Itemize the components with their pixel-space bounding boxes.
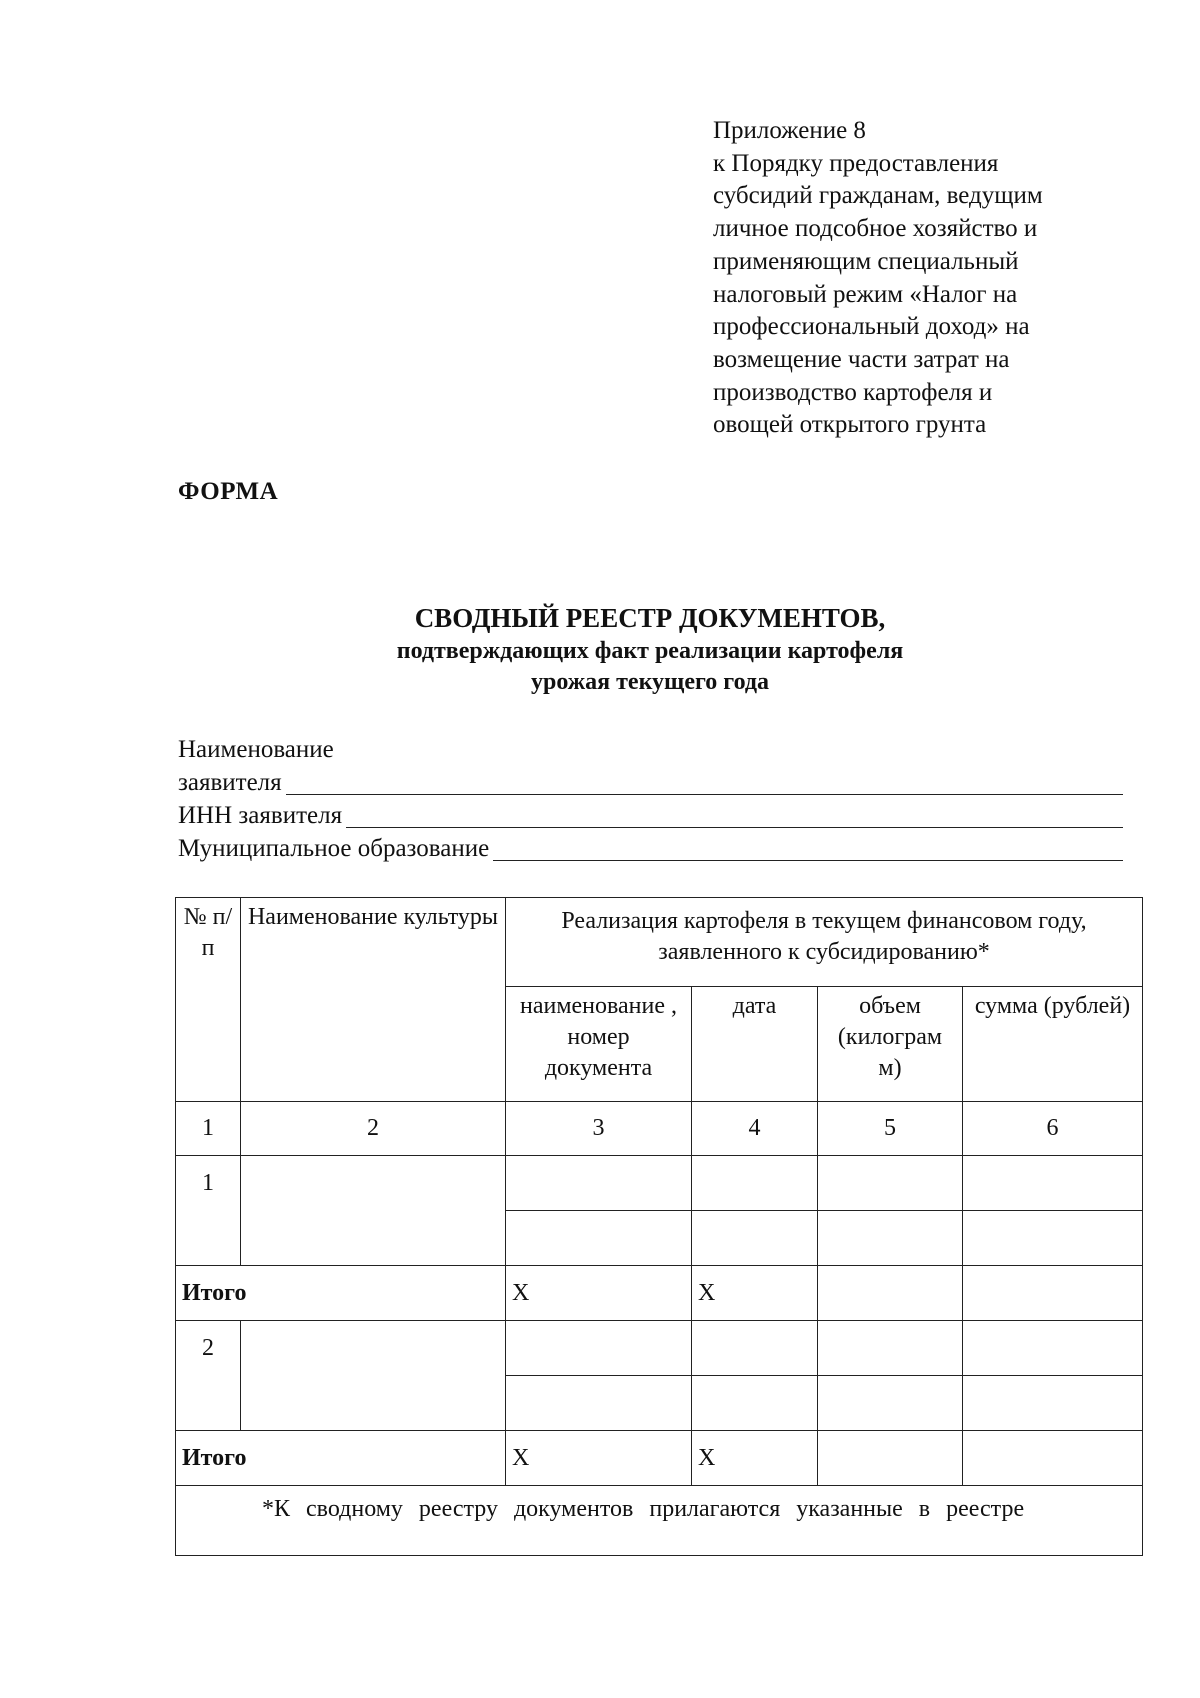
title-line-1: СВОДНЫЙ РЕЕСТР ДОКУМЕНТОВ, — [414, 603, 886, 633]
table-row — [176, 1156, 1143, 1211]
applicant-name-label: Наименование — [178, 736, 334, 763]
volume-cell[interactable] — [818, 1156, 963, 1211]
appendix-line: профессиональный доход» на — [713, 313, 1030, 341]
total-volume-cell[interactable] — [818, 1431, 963, 1486]
volume-cell[interactable] — [818, 1376, 963, 1431]
municipality-blank[interactable] — [493, 860, 1123, 861]
header-sum: сумма (рублей) — [963, 987, 1143, 1102]
header-number: № п/п — [176, 898, 241, 1102]
doc-cell[interactable] — [506, 1211, 692, 1266]
inn-label: ИНН заявителя — [178, 802, 343, 829]
total-row — [176, 1266, 1143, 1321]
doc-cell[interactable] — [506, 1376, 692, 1431]
header-volume: объем (килограм м) — [818, 987, 963, 1102]
row-number: 2 — [176, 1321, 241, 1431]
header-sales-group: Реализация картофеля в текущем финансовом году, заявленного к субсидированию* — [506, 898, 1143, 987]
footnote-text: *К сводному реестру документов прилагаются указанные в реестре — [262, 1496, 1025, 1522]
document-title — [170, 600, 1130, 698]
col-num-5: 5 — [818, 1102, 963, 1156]
col-num-1: 1 — [176, 1102, 241, 1156]
applicant-name-blank[interactable] — [286, 794, 1123, 795]
sum-cell[interactable] — [963, 1321, 1143, 1376]
total-row — [176, 1431, 1143, 1486]
header-row-1 — [176, 898, 1143, 987]
total-date-x: X — [692, 1266, 818, 1321]
applicant-name-label-cont: заявителя — [178, 769, 282, 796]
col-num-4: 4 — [692, 1102, 818, 1156]
crop-cell[interactable] — [241, 1321, 506, 1431]
title-line-2: подтверждающих факт реализации картофеля — [396, 638, 904, 664]
total-doc-x: X — [506, 1266, 692, 1321]
doc-cell[interactable] — [506, 1156, 692, 1211]
table-row — [176, 1321, 1143, 1376]
volume-cell[interactable] — [818, 1321, 963, 1376]
volume-cell[interactable] — [818, 1211, 963, 1266]
total-date-x: X — [692, 1431, 818, 1486]
sum-cell[interactable] — [963, 1211, 1143, 1266]
municipality-row — [178, 832, 1123, 865]
sum-cell[interactable] — [963, 1156, 1143, 1211]
footnote-cell — [176, 1486, 1143, 1556]
total-doc-x: X — [506, 1431, 692, 1486]
total-volume-cell[interactable] — [818, 1266, 963, 1321]
appendix-line: производство картофеля и — [713, 378, 993, 406]
col-num-6: 6 — [963, 1102, 1143, 1156]
header-doc: наименование , номер документа — [506, 987, 692, 1102]
date-cell[interactable] — [692, 1321, 818, 1376]
appendix-line: субсидий гражданам, ведущим — [713, 182, 1043, 210]
total-label: Итого — [176, 1431, 506, 1486]
appendix-line: Приложение 8 — [713, 117, 866, 144]
municipality-label: Муниципальное образование — [178, 835, 490, 862]
col-num-2: 2 — [241, 1102, 506, 1156]
footnote-row — [176, 1486, 1143, 1556]
crop-cell[interactable] — [241, 1156, 506, 1266]
row-number: 1 — [176, 1156, 241, 1266]
appendix-line: к Порядку предоставления — [713, 149, 999, 177]
appendix-line: овощей открытого грунта — [713, 411, 987, 439]
appendix-header — [713, 115, 1133, 442]
appendix-line: применяющим специальный — [713, 247, 1019, 275]
applicant-name-label-row — [178, 733, 1123, 766]
title-line-3: урожая текущего года — [530, 669, 770, 695]
doc-cell[interactable] — [506, 1321, 692, 1376]
appendix-line: личное подсобное хозяйство и — [713, 215, 1038, 243]
registry-table — [175, 897, 1143, 1556]
inn-blank[interactable] — [346, 827, 1123, 828]
form-label: ФОРМА — [178, 478, 279, 505]
applicant-fields — [178, 733, 1123, 865]
sum-cell[interactable] — [963, 1376, 1143, 1431]
date-cell[interactable] — [692, 1156, 818, 1211]
col-num-3: 3 — [506, 1102, 692, 1156]
date-cell[interactable] — [692, 1211, 818, 1266]
column-numbers-row — [176, 1102, 1143, 1156]
date-cell[interactable] — [692, 1376, 818, 1431]
appendix-line: налоговый режим «Налог на — [713, 280, 1018, 308]
inn-row — [178, 799, 1123, 832]
total-sum-cell[interactable] — [963, 1266, 1143, 1321]
header-crop: Наименование культуры — [241, 898, 506, 1102]
total-label: Итого — [176, 1266, 506, 1321]
total-sum-cell[interactable] — [963, 1431, 1143, 1486]
appendix-line: возмещение части затрат на — [713, 345, 1010, 373]
header-date: дата — [692, 987, 818, 1102]
applicant-name-row — [178, 766, 1123, 799]
